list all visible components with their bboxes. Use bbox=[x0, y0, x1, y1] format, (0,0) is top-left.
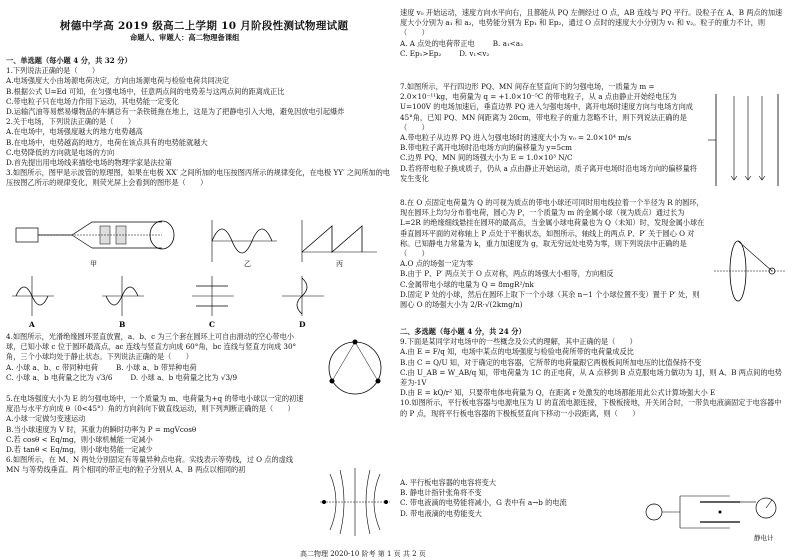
q4-option-b: B. 小球 a、b 带异种电荷 bbox=[115, 362, 197, 372]
q3-choice-a: A bbox=[29, 320, 35, 329]
left-column bbox=[6, 56, 392, 189]
q7-block bbox=[400, 82, 700, 184]
q10-stem: 10.如图所示，平行板电容器与电源电压为 U 的直流电源连接，下极板接地，开关闭合时，一带负电液滴固定于电容器中的 P 点，现将平行板电容器的下极板竖直向下移动一小段距离，则（ ） bbox=[400, 398, 782, 418]
q1-option-d: D.运输汽油等易燃易爆物品的车辆总有一条铁链拖在地上，这是为了把静电引入大地，避免因放电引起爆炸 bbox=[6, 107, 345, 117]
q6-option-c: C. Ep₁>Ep₂ bbox=[400, 48, 442, 58]
q9-option-a: A.由 E = F/q 知，电场中某点的电场强度与检验电荷所带的电荷量成反比 bbox=[400, 347, 634, 357]
q7-option-b: B.带电粒子离开电场时沿电场方向的偏移量为 y=5cm bbox=[400, 143, 572, 153]
q3-choice-d: D bbox=[299, 320, 306, 329]
q8-ring-figure bbox=[712, 236, 788, 306]
q6-stem: 6.如图所示，在 M、N 两处分别固定有等量异种点电荷。实线表示等势线，过 O 点的虚线 MN 与等势线垂直。两个相同的带正电的粒子分别从 A、B 两点以相同的初 bbox=[6, 455, 294, 475]
q9-option-b: B.由 C = Q/U 知，对于确定的电容器，它所带的电荷量跟它两极板间所加电压的比值保持不变 bbox=[400, 357, 702, 367]
q7-field-figure bbox=[706, 90, 788, 190]
q2-option-a: A.在电场中，电场强度越大的地方电势越高 bbox=[6, 127, 143, 137]
q3-choice-c: C bbox=[209, 320, 215, 329]
q6-option-d: D. v₁<v₂ bbox=[459, 48, 490, 58]
q1-option-a: A.电场强度大小由场源电荷决定，方向由场源电荷与检验电荷共同决定 bbox=[6, 76, 230, 86]
q8-option-a: A.O 点的场强一定为零 bbox=[400, 259, 474, 269]
q10-option-b: B. 静电计指针张角将不变 bbox=[400, 488, 482, 498]
q10-options bbox=[400, 478, 630, 519]
q10-capacitor-figure bbox=[640, 482, 786, 546]
q5-option-c: C.若 cosθ < Eq/mg，则小球机械能一定减小 bbox=[6, 434, 153, 444]
q2-option-b: B.在电场中，电势越高的地方，电荷在该点具有的电势能就越大 bbox=[6, 137, 208, 147]
page-footer: 高二物理 2020-10 阶考 第 1 页 共 2 页 bbox=[300, 550, 426, 558]
exam-authors: 命题人、审题人：高二物理备课组 bbox=[130, 33, 240, 42]
section-multi-choice: 二、多选题（每小题 4 分，共 24 分） bbox=[400, 327, 526, 336]
q2-stem: 2.关于电场，下列说法正确的是（ ） bbox=[6, 117, 136, 127]
q3-label-jia: 甲 bbox=[90, 260, 97, 268]
q6-field-lines-figure bbox=[318, 466, 392, 538]
q1-stem: 1.下列说法正确的是（ ） bbox=[6, 66, 100, 76]
q5-stem: 5.在电场强度大小为 E 的匀强电场中，一个质量为 m、电荷量为+q 的带电小球以一定的初速度沿与水平方向成 θ（0<45°）角的方向斜向下做直线运动，则下列判断正确的是（ ） bbox=[6, 394, 304, 414]
sawtooth-graph bbox=[302, 220, 377, 262]
q4-option-a: A. 小球 a、b、c 带同种电荷 bbox=[6, 362, 98, 372]
q4-option-c: C. 小球 a、b 电荷量之比为 √3/6 bbox=[6, 372, 113, 382]
q8-block bbox=[400, 198, 705, 310]
answer-b-screen bbox=[102, 276, 144, 316]
q6-continued: 速度 v₀ 开始运动，速度方向水平向右，且都能从 PQ 左侧经过 O 点，AB 连线与 PQ 平行。设粒子在 A、B 两点的加速度大小分别为 a₁ 和 a₂，电势能分别为 Ep₁ 和 Ep₂，通过 O 点时的速度大小分别为 v₁ 和 v₂。粒子的重力不计，则（ ） bbox=[400, 8, 783, 38]
exam-title: 树德中学高 2019 级高二上学期 10 月阶段性测试物理试题 bbox=[60, 20, 349, 32]
oscilloscope-tube-diagram bbox=[16, 221, 174, 249]
q1-option-b: B.根据公式 U=Ed 可知，在匀强电场中，任意两点间的电势差与这两点间的距离成正比 bbox=[6, 86, 285, 96]
q9-option-d: D.由 E = kQ/r² 知，只要带电体电荷量为 Q，在距离 r 处激发的电场都能用此公式计算场强大小 E bbox=[400, 388, 716, 398]
q10-option-c: C. 带电液滴的电势能将减小，G 表中有 a→b 的电流 bbox=[400, 498, 567, 508]
q4-ring-figure bbox=[320, 336, 390, 398]
q8-option-b: B.由于 P、P′ 两点关于 O 点对称，两点的场强大小相等，方向相反 bbox=[400, 269, 614, 279]
answer-d-screen bbox=[282, 276, 324, 316]
q8-option-d: D.固定 P 处的小球，然后在圆环上取下一个小球（其余 n−1 个小球位置不变）置于 P′ 处，则圆心 O 的场强大小为 2/R·√(2kmg/n) bbox=[400, 289, 700, 310]
sine-wave-graph bbox=[212, 220, 277, 262]
q7-option-a: A.带电粒子从边界 PQ 进入匀强电场时的速度大小为 v₀ = 2.0×10⁴ m/s bbox=[400, 133, 632, 143]
q8-option-c: C.金属带电小球的电量为 Q = 8mgR²/nk bbox=[400, 279, 534, 289]
q3-label-yi: 乙 bbox=[244, 260, 251, 268]
q6-option-b: B. a₁<a₂ bbox=[492, 38, 523, 48]
q10-option-a: A. 平行板电容器的电容将变大 bbox=[400, 478, 497, 487]
q10-option-d: D. 带电液滴的电势能变大 bbox=[400, 508, 482, 518]
q8-stem: 8.在 O 点固定电荷量为 Q 的可视为质点的带电小球还可同时用电线拉着一个半径为 R 的圆环，现在圆环上均匀分布着电荷，圆心为 P，一个质量为 m 的金属小球（视为质点）通过长为 L=2R 的绝缘细线悬挂在圆环的最高点，当金属小球电荷量也为 Q（未知）时，发现金属小球在垂直圆环平面的对称轴上 P 点处于平衡状态，如图所示，轴线上的两点 P、P′ 关于圆心 O 对称。已知静电力常量为 k，重力加速度为 g，取无穷远处电势为零，则下列说法中正确的是（ ） bbox=[400, 198, 705, 259]
right-column bbox=[400, 8, 788, 59]
q9-block bbox=[400, 327, 788, 419]
answer-c-screen bbox=[192, 276, 234, 316]
q3-label-bing: 丙 bbox=[336, 260, 343, 268]
q4-option-d: D. 小球 a、b 电荷量之比为 √3/9 bbox=[130, 372, 238, 382]
q5-option-a: A.小球一定做匀变速运动 bbox=[6, 414, 86, 424]
section-single-choice: 一、单选题（每小题 4 分，共 32 分） bbox=[6, 56, 132, 65]
q5-option-d: D.若 tanθ < Eq/mg，则小球电势能一定减少 bbox=[6, 445, 153, 455]
q2-option-c: C.电势降低的方向就是电场的方向 bbox=[6, 147, 115, 157]
q4-stem: 4.如图所示，光滑绝缘圆环竖直放置，a、b、c 为三个套在圆环上可自由滑动的空心带电小球，已知小球 c 位于圆环最高点，ac 连线与竖直方向成 60°角，bc 连线与竖直方向成 30°角，三个小球均处于静止状态。下列说法正确的是（ ） bbox=[6, 332, 297, 362]
q9-option-c: C.由 U_AB = W_AB/q 知，带电荷量为 1C 的正电荷，从 A 点移到 B 点克服电场力做功为 1J，则 A、B 两点间的电势差为-1V bbox=[400, 367, 782, 388]
q1-option-c: C.带电粒子只在电场力作用下运动，其电势能一定变化 bbox=[6, 96, 179, 106]
q3-figures bbox=[12, 212, 384, 330]
q2-option-d: D.首先提出用电场线来描绘电场的物理学家是法拉第 bbox=[6, 158, 172, 168]
q3-choice-b: B bbox=[119, 320, 126, 329]
q6-option-a: A. A 点处的电荷带正电 bbox=[400, 38, 475, 48]
q7-option-d: D.若将带电粒子换成质子，仍从 a 点由静止开始运动，质子离开电场时沿电场方向的偏移量将发生变化 bbox=[400, 163, 697, 183]
q7-option-c: C.边界 PQ、MN 间的场强大小为 E = 1.0×10³ N/C bbox=[400, 153, 573, 163]
q5-block bbox=[6, 394, 306, 476]
left-column-lower bbox=[6, 332, 306, 383]
answer-a-screen bbox=[12, 276, 54, 316]
q5-option-b: B.当小球速度为 V 时，其重力的瞬时功率为 P = mgVcosθ bbox=[6, 424, 197, 434]
q7-stem: 7.如图所示，平行四边形 PQ、MN 间存在竖直向下的匀强电场，一质量为 m = 2.0×10⁻¹¹kg，电荷量为 q = +1.0×10⁻⁵C 的带电粒子，从 a 点由静止开始经电压为 U=100V 的电场加速后，垂直边界 PQ 进入匀强电场中，离开电场时速度方向与电场方向成 45°角，已知 PQ、MN 间距离为 20cm，带电粒子的重力忽略不计，则下列说法正确的是（ ） bbox=[400, 82, 693, 132]
q9-stem: 9.下面是某同学对电场中的一些概念及公式的理解，其中正确的是（ ） bbox=[400, 337, 637, 347]
electrometer-label: 静电计 bbox=[754, 534, 774, 542]
q3-stem: 3.如图所示，图甲是示波管的原理图，如果在电极 XX′ 之间所加的电压按图丙所示的规律变化，在电极 YY′ 之间所加的电压按图乙所示的规律变化，则荧光屏上会看到的图形是（ ） bbox=[6, 168, 390, 188]
